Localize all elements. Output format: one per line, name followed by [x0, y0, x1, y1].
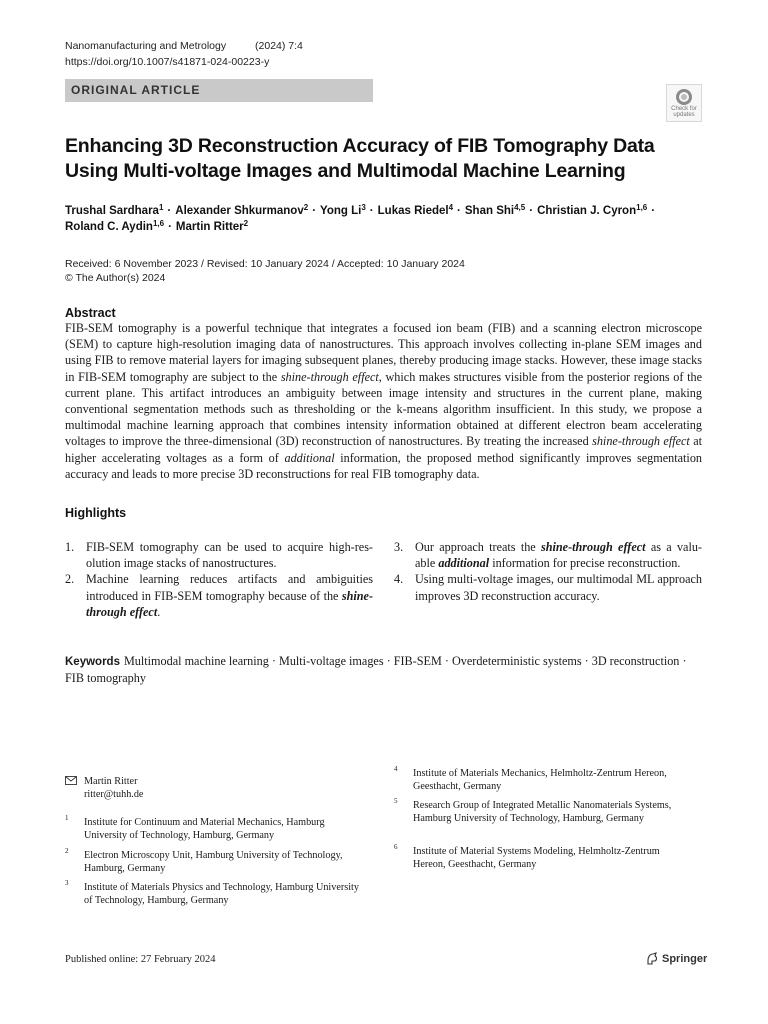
abstract-text: FIB-SEM tomography is a powerful technique that integrates a focused ion beam (FIB) and a scanning electron microscope (SEM) to capture high-resolution imaging data of nanostructures. This approach involves collecting in-plane SEM images and using FIB to remove material layers for imaging subsequent planes, thereby producing image stacks. However, these image stacks in FIB-SEM tomography are subject to the shine-through effect, which makes structures visible from the posterior regions of the current plane. This artifact introduces an ambiguity between image intensity and structures in the current plane, making conventional segmentation methods such as thresholding or the k-means algorithm insufficient. In this study, we propose a multimodal machine learning approach that combines intensity information obtained at different electron beam accelerating voltages to improve the three-dimensional (3D) reconstruction of nanostructures. By treating the increased shine-through effect at higher accelerating voltages as a form of additional information, the proposed method significantly improves segmentation accuracy and leads to more precise 3D reconstructions for real FIB tomography data.: [65, 321, 703, 481]
copyright-notice: © The Author(s) 2024: [65, 272, 166, 284]
envelope-icon: [65, 776, 77, 785]
affiliation-5: 5 Research Group of Integrated Metallic Nanomaterials Systems, Hamburg University of Technology, Hamburg, Germany: [394, 797, 672, 825]
paper-title: Enhancing 3D Reconstruction Accuracy of FIB Tomography Data Using Multi-voltage Images and Multimodal Machine Learning: [65, 135, 655, 182]
check-updates-icon: [676, 89, 692, 105]
publisher-name: Springer: [662, 953, 708, 965]
highlight-item: 1. FIB-SEM tomography can be used to acquire high-res-olution image stacks of nanostructures.: [65, 540, 373, 571]
abstract-heading: Abstract: [65, 306, 116, 320]
highlights-column-right: [394, 539, 702, 604]
affiliation-2: 2 Electron Microscopy Unit, Hamburg University of Technology, Hamburg, Germany: [65, 847, 343, 875]
keywords: [65, 653, 702, 686]
corresponding-email[interactable]: ritter@tuhh.de: [84, 789, 144, 801]
keywords-text: Multimodal machine learning · Multi-voltage images · FIB-SEM · Overdeterministic systems · 3D reconstruction · FIB tomography: [65, 654, 687, 686]
article-type-banner: ORIGINAL ARTICLE: [65, 79, 373, 102]
author[interactable]: Yong Li$^3$: [320, 203, 366, 217]
journal-volume: (2024) 7:4: [255, 40, 303, 52]
journal-name: Nanomanufacturing and Metrology: [65, 40, 227, 52]
highlights-column-left: [65, 539, 373, 620]
affiliation-1: 1 Institute for Continuum and Material Mechanics, Hamburg University of Technology, Hamburg, Germany: [65, 814, 325, 842]
article-history: Received: 6 November 2023 / Revised: 10 January 2024 / Accepted: 10 January 2024: [65, 258, 465, 270]
corresponding-name: Martin Ritter: [84, 776, 138, 787]
highlight-item: 4. Using multi-voltage images, our multimodal ML approach improves 3D reconstruction accuracy.: [394, 572, 702, 603]
affiliation-4: 4 Institute of Materials Mechanics, Helmholtz-Zentrum Hereon, Geesthacht, Germany: [394, 765, 667, 793]
author[interactable]: Trushal Sardhara$^1$: [65, 203, 164, 217]
check-updates-label: Check for updates: [671, 106, 697, 118]
author[interactable]: Roland C. Aydin$^{1,6}$: [65, 219, 165, 233]
author[interactable]: Shan Shi$^{4,5}$: [464, 203, 526, 217]
publisher-logo: [645, 952, 707, 966]
springer-horse-icon: [645, 952, 659, 966]
check-for-updates-badge[interactable]: [666, 84, 702, 122]
affiliation-6: 6 Institute of Material Systems Modeling, Helmholtz-Zentrum Hereon, Geesthacht, Germany: [394, 843, 660, 871]
author-list: Trushal Sardhara$^1$ · Alexander Shkurmanov$^2$ · Yong $Li^3$ · Lukas Riedel$^4$ · Shan Shi$^{4,5}$ · Christian J. Cyron$^{1,6}$ · Roland C. Aydin$^{1,6}$ · Martin Ritter$^2$: [65, 203, 656, 233]
article-dates: [65, 257, 465, 285]
corresponding-author: [65, 775, 365, 801]
affiliation-3: 3 Institute of Materials Physics and Technology, Hamburg University of Technology, Hamburg, Germany: [65, 879, 359, 907]
doi-link[interactable]: https://doi.org/10.1007/s41871-024-00223-y: [65, 56, 270, 68]
published-date: Published online: 27 February 2024: [65, 954, 216, 965]
highlight-item: 3. Our approach treats the shine-through effect as a valu-able additional information for precise reconstruction.: [394, 540, 702, 571]
author[interactable]: Alexander Shkurmanov$^2$: [175, 203, 309, 217]
journal-header: [65, 40, 303, 52]
author[interactable]: Christian J. Cyron$^{1,6}$: [537, 203, 648, 217]
author[interactable]: Lukas Riedel$^4$: [377, 203, 454, 217]
highlight-item: 2. Machine learning reduces artifacts and ambiguities introduced in FIB-SEM tomography because of the shine-through effect.: [65, 572, 373, 619]
author[interactable]: Martin Ritter$^2$: [175, 219, 249, 233]
highlights-heading: Highlights: [65, 506, 127, 520]
keywords-label: Keywords: [65, 656, 120, 668]
